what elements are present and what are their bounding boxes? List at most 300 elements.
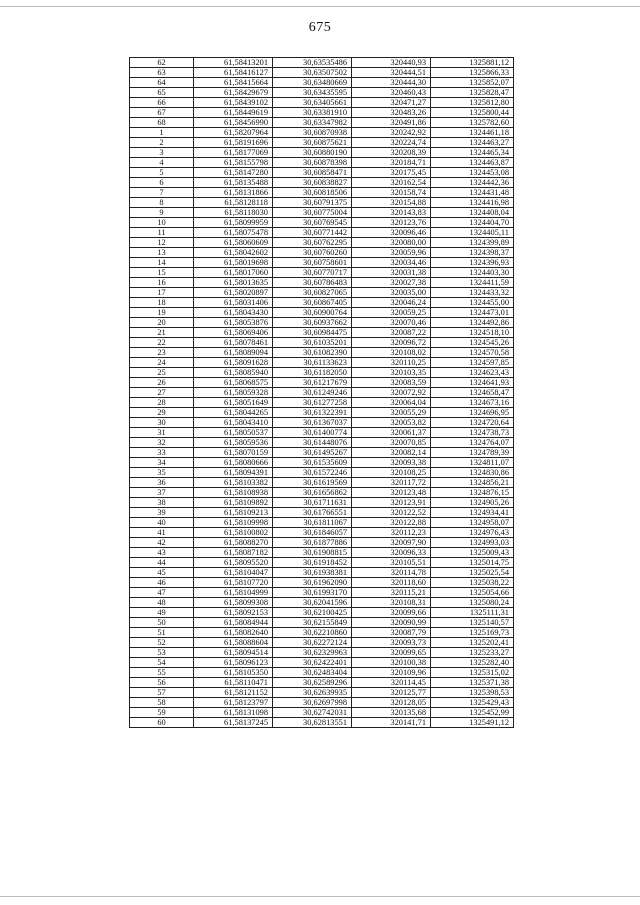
latitude-cell: 61,58100802 [194, 528, 273, 538]
y-coordinate-cell: 1324492,86 [431, 318, 514, 328]
x-coordinate-cell: 320096,72 [352, 338, 431, 348]
latitude-cell: 61,58088270 [194, 538, 273, 548]
point-number-cell: 52 [130, 638, 194, 648]
longitude-cell: 30,60827065 [273, 288, 352, 298]
longitude-cell: 30,61938381 [273, 568, 352, 578]
latitude-cell: 61,58094391 [194, 468, 273, 478]
longitude-cell: 30,62639935 [273, 688, 352, 698]
latitude-cell: 61,58110471 [194, 678, 273, 688]
latitude-cell: 61,58191696 [194, 138, 273, 148]
latitude-cell: 61,58068575 [194, 378, 273, 388]
y-coordinate-cell: 1325233,27 [431, 648, 514, 658]
table-row [130, 248, 514, 258]
latitude-cell: 61,58031406 [194, 298, 273, 308]
x-coordinate-cell: 320108,02 [352, 348, 431, 358]
table-row [130, 268, 514, 278]
latitude-cell: 61,58080666 [194, 458, 273, 468]
y-coordinate-cell: 1325009,43 [431, 548, 514, 558]
point-number-cell: 20 [130, 318, 194, 328]
point-number-cell: 57 [130, 688, 194, 698]
x-coordinate-cell: 320123,48 [352, 488, 431, 498]
table-row [130, 218, 514, 228]
table-row [130, 58, 514, 68]
x-coordinate-cell: 320070,46 [352, 318, 431, 328]
y-coordinate-cell: 1325852,07 [431, 78, 514, 88]
y-coordinate-cell: 1324623,43 [431, 368, 514, 378]
latitude-cell: 61,58069406 [194, 328, 273, 338]
point-number-cell: 68 [130, 118, 194, 128]
table-row [130, 488, 514, 498]
longitude-cell: 30,62697998 [273, 698, 352, 708]
longitude-cell: 30,60900764 [273, 308, 352, 318]
point-number-cell: 38 [130, 498, 194, 508]
x-coordinate-cell: 320242,92 [352, 128, 431, 138]
latitude-cell: 61,58092153 [194, 608, 273, 618]
x-coordinate-cell: 320122,88 [352, 518, 431, 528]
x-coordinate-cell: 320123,76 [352, 218, 431, 228]
longitude-cell: 30,60769545 [273, 218, 352, 228]
longitude-cell: 30,61082390 [273, 348, 352, 358]
y-coordinate-cell: 1324403,30 [431, 268, 514, 278]
y-coordinate-cell: 1325491,12 [431, 718, 514, 728]
x-coordinate-cell: 320112,23 [352, 528, 431, 538]
x-coordinate-cell: 320087,22 [352, 328, 431, 338]
x-coordinate-cell: 320114,78 [352, 568, 431, 578]
x-coordinate-cell: 320046,24 [352, 298, 431, 308]
table-row [130, 318, 514, 328]
latitude-cell: 61,58059536 [194, 438, 273, 448]
longitude-cell: 30,61367037 [273, 418, 352, 428]
x-coordinate-cell: 320034,46 [352, 258, 431, 268]
x-coordinate-cell: 320031,38 [352, 268, 431, 278]
longitude-cell: 30,61133623 [273, 358, 352, 368]
latitude-cell: 61,58091628 [194, 358, 273, 368]
longitude-cell: 30,60758601 [273, 258, 352, 268]
x-coordinate-cell: 320128,05 [352, 698, 431, 708]
x-coordinate-cell: 320035,00 [352, 288, 431, 298]
latitude-cell: 61,58089094 [194, 348, 273, 358]
table-row [130, 188, 514, 198]
x-coordinate-cell: 320117,72 [352, 478, 431, 488]
x-coordinate-cell: 320055,29 [352, 408, 431, 418]
latitude-cell: 61,58044265 [194, 408, 273, 418]
table-row [130, 648, 514, 658]
longitude-cell: 30,61572246 [273, 468, 352, 478]
x-coordinate-cell: 320444,51 [352, 68, 431, 78]
longitude-cell: 30,62041596 [273, 598, 352, 608]
y-coordinate-cell: 1324455,00 [431, 298, 514, 308]
y-coordinate-cell: 1325054,66 [431, 588, 514, 598]
table-row [130, 528, 514, 538]
longitude-cell: 30,62422401 [273, 658, 352, 668]
point-number-cell: 7 [130, 188, 194, 198]
x-coordinate-cell: 320059,96 [352, 248, 431, 258]
x-coordinate-cell: 320115,21 [352, 588, 431, 598]
point-number-cell: 16 [130, 278, 194, 288]
x-coordinate-cell: 320135,68 [352, 708, 431, 718]
table-row [130, 118, 514, 128]
point-number-cell: 65 [130, 88, 194, 98]
y-coordinate-cell: 1324399,89 [431, 238, 514, 248]
longitude-cell: 30,62329963 [273, 648, 352, 658]
point-number-cell: 44 [130, 558, 194, 568]
point-number-cell: 19 [130, 308, 194, 318]
longitude-cell: 30,63381910 [273, 108, 352, 118]
point-number-cell: 62 [130, 58, 194, 68]
y-coordinate-cell: 1325282,40 [431, 658, 514, 668]
latitude-cell: 61,58084944 [194, 618, 273, 628]
longitude-cell: 30,61277258 [273, 398, 352, 408]
longitude-cell: 30,60771442 [273, 228, 352, 238]
y-coordinate-cell: 1324465,34 [431, 148, 514, 158]
table-row [130, 278, 514, 288]
table-row [130, 578, 514, 588]
coordinates-table [129, 57, 514, 728]
point-number-cell: 18 [130, 298, 194, 308]
latitude-cell: 61,58099959 [194, 218, 273, 228]
longitude-cell: 30,61656862 [273, 488, 352, 498]
point-number-cell: 4 [130, 158, 194, 168]
y-coordinate-cell: 1325881,12 [431, 58, 514, 68]
y-coordinate-cell: 1324416,98 [431, 198, 514, 208]
y-coordinate-cell: 1324658,47 [431, 388, 514, 398]
latitude-cell: 61,58053876 [194, 318, 273, 328]
x-coordinate-cell: 320154,88 [352, 198, 431, 208]
y-coordinate-cell: 1324463,27 [431, 138, 514, 148]
longitude-cell: 30,60791375 [273, 198, 352, 208]
table-row [130, 128, 514, 138]
longitude-cell: 30,61711631 [273, 498, 352, 508]
point-number-cell: 54 [130, 658, 194, 668]
latitude-cell: 61,58155798 [194, 158, 273, 168]
x-coordinate-cell: 320096,46 [352, 228, 431, 238]
longitude-cell: 30,61535609 [273, 458, 352, 468]
point-number-cell: 28 [130, 398, 194, 408]
latitude-cell: 61,58131866 [194, 188, 273, 198]
point-number-cell: 8 [130, 198, 194, 208]
y-coordinate-cell: 1324597,85 [431, 358, 514, 368]
latitude-cell: 61,58094514 [194, 648, 273, 658]
x-coordinate-cell: 320093,38 [352, 458, 431, 468]
x-coordinate-cell: 320097,90 [352, 538, 431, 548]
y-coordinate-cell: 1324461,18 [431, 128, 514, 138]
latitude-cell: 61,58137245 [194, 718, 273, 728]
latitude-cell: 61,58075478 [194, 228, 273, 238]
longitude-cell: 30,61400774 [273, 428, 352, 438]
longitude-cell: 30,61322391 [273, 408, 352, 418]
x-coordinate-cell: 320141,71 [352, 718, 431, 728]
table-row [130, 378, 514, 388]
latitude-cell: 61,58088604 [194, 638, 273, 648]
table-row [130, 628, 514, 638]
x-coordinate-cell: 320122,52 [352, 508, 431, 518]
longitude-cell: 30,60838827 [273, 178, 352, 188]
x-coordinate-cell: 320143,83 [352, 208, 431, 218]
latitude-cell: 61,58415664 [194, 78, 273, 88]
longitude-cell: 30,62272124 [273, 638, 352, 648]
y-coordinate-cell: 1324463,87 [431, 158, 514, 168]
table-row [130, 78, 514, 88]
x-coordinate-cell: 320460,43 [352, 88, 431, 98]
y-coordinate-cell: 1324811,07 [431, 458, 514, 468]
table-row [130, 228, 514, 238]
latitude-cell: 61,58104047 [194, 568, 273, 578]
longitude-cell: 30,60880190 [273, 148, 352, 158]
x-coordinate-cell: 320108,25 [352, 468, 431, 478]
y-coordinate-cell: 1324473,01 [431, 308, 514, 318]
y-coordinate-cell: 1324405,11 [431, 228, 514, 238]
table-row [130, 368, 514, 378]
x-coordinate-cell: 320100,38 [352, 658, 431, 668]
y-coordinate-cell: 1324641,93 [431, 378, 514, 388]
longitude-cell: 30,61495267 [273, 448, 352, 458]
table-row [130, 658, 514, 668]
y-coordinate-cell: 1324518,10 [431, 328, 514, 338]
point-number-cell: 26 [130, 378, 194, 388]
x-coordinate-cell: 320483,26 [352, 108, 431, 118]
point-number-cell: 59 [130, 708, 194, 718]
table-row [130, 388, 514, 398]
y-coordinate-cell: 1324673,16 [431, 398, 514, 408]
point-number-cell: 41 [130, 528, 194, 538]
longitude-cell: 30,62742031 [273, 708, 352, 718]
latitude-cell: 61,58050537 [194, 428, 273, 438]
y-coordinate-cell: 1324696,95 [431, 408, 514, 418]
y-coordinate-cell: 1324876,15 [431, 488, 514, 498]
x-coordinate-cell: 320103,35 [352, 368, 431, 378]
latitude-cell: 61,58060609 [194, 238, 273, 248]
point-number-cell: 67 [130, 108, 194, 118]
table-row [130, 568, 514, 578]
point-number-cell: 21 [130, 328, 194, 338]
y-coordinate-cell: 1324830,86 [431, 468, 514, 478]
longitude-cell: 30,61182050 [273, 368, 352, 378]
table-row [130, 408, 514, 418]
latitude-cell: 61,58043430 [194, 308, 273, 318]
x-coordinate-cell: 320224,74 [352, 138, 431, 148]
table-row [130, 138, 514, 148]
table-row [130, 168, 514, 178]
y-coordinate-cell: 1325140,57 [431, 618, 514, 628]
table-row [130, 398, 514, 408]
latitude-cell: 61,58104999 [194, 588, 273, 598]
longitude-cell: 30,63535486 [273, 58, 352, 68]
latitude-cell: 61,58109213 [194, 508, 273, 518]
x-coordinate-cell: 320444,30 [352, 78, 431, 88]
longitude-cell: 30,62155849 [273, 618, 352, 628]
page-bottom-edge [0, 896, 640, 897]
x-coordinate-cell: 320184,71 [352, 158, 431, 168]
table-row [130, 698, 514, 708]
latitude-cell: 61,58103382 [194, 478, 273, 488]
latitude-cell: 61,58109892 [194, 498, 273, 508]
longitude-cell: 30,61448076 [273, 438, 352, 448]
latitude-cell: 61,58070159 [194, 448, 273, 458]
longitude-cell: 30,61846057 [273, 528, 352, 538]
table-row [130, 298, 514, 308]
table-row [130, 438, 514, 448]
table-row [130, 288, 514, 298]
y-coordinate-cell: 1324408,04 [431, 208, 514, 218]
table-row [130, 88, 514, 98]
latitude-cell: 61,58099308 [194, 598, 273, 608]
table-row [130, 638, 514, 648]
table-row [130, 458, 514, 468]
y-coordinate-cell: 1324433,32 [431, 288, 514, 298]
x-coordinate-cell: 320208,39 [352, 148, 431, 158]
x-coordinate-cell: 320108,31 [352, 598, 431, 608]
latitude-cell: 61,58082640 [194, 628, 273, 638]
x-coordinate-cell: 320110,25 [352, 358, 431, 368]
point-number-cell: 23 [130, 348, 194, 358]
table-row [130, 258, 514, 268]
y-coordinate-cell: 1325812,80 [431, 98, 514, 108]
y-coordinate-cell: 1325828,47 [431, 88, 514, 98]
table-row [130, 238, 514, 248]
y-coordinate-cell: 1324396,93 [431, 258, 514, 268]
longitude-cell: 30,60875621 [273, 138, 352, 148]
y-coordinate-cell: 1325371,38 [431, 678, 514, 688]
point-number-cell: 2 [130, 138, 194, 148]
longitude-cell: 30,61249246 [273, 388, 352, 398]
page-number: 675 [308, 20, 332, 35]
point-number-cell: 63 [130, 68, 194, 78]
y-coordinate-cell: 1324993,03 [431, 538, 514, 548]
x-coordinate-cell: 320096,33 [352, 548, 431, 558]
x-coordinate-cell: 320109,96 [352, 668, 431, 678]
y-coordinate-cell: 1324453,08 [431, 168, 514, 178]
x-coordinate-cell: 320087,79 [352, 628, 431, 638]
point-number-cell: 10 [130, 218, 194, 228]
y-coordinate-cell: 1325866,33 [431, 68, 514, 78]
longitude-cell: 30,60775004 [273, 208, 352, 218]
latitude-cell: 61,58135488 [194, 178, 273, 188]
x-coordinate-cell: 320440,93 [352, 58, 431, 68]
latitude-cell: 61,58118030 [194, 208, 273, 218]
y-coordinate-cell: 1325038,22 [431, 578, 514, 588]
table-row [130, 468, 514, 478]
y-coordinate-cell: 1324442,36 [431, 178, 514, 188]
longitude-cell: 30,60760260 [273, 248, 352, 258]
y-coordinate-cell: 1325800,44 [431, 108, 514, 118]
longitude-cell: 30,61918452 [273, 558, 352, 568]
latitude-cell: 61,58413201 [194, 58, 273, 68]
y-coordinate-cell: 1324976,43 [431, 528, 514, 538]
latitude-cell: 61,58177069 [194, 148, 273, 158]
table-row [130, 208, 514, 218]
y-coordinate-cell: 1325452,99 [431, 708, 514, 718]
table-row [130, 348, 514, 358]
x-coordinate-cell: 320093,73 [352, 638, 431, 648]
longitude-cell: 30,61619569 [273, 478, 352, 488]
coordinates-table-body [130, 58, 514, 728]
longitude-cell: 30,60858471 [273, 168, 352, 178]
x-coordinate-cell: 320059,25 [352, 308, 431, 318]
latitude-cell: 61,58207964 [194, 128, 273, 138]
longitude-cell: 30,61035201 [273, 338, 352, 348]
point-number-cell: 36 [130, 478, 194, 488]
x-coordinate-cell: 320125,77 [352, 688, 431, 698]
x-coordinate-cell: 320064,04 [352, 398, 431, 408]
latitude-cell: 61,58439102 [194, 98, 273, 108]
point-number-cell: 45 [130, 568, 194, 578]
point-number-cell: 66 [130, 98, 194, 108]
y-coordinate-cell: 1324958,07 [431, 518, 514, 528]
longitude-cell: 30,61908815 [273, 548, 352, 558]
longitude-cell: 30,63435595 [273, 88, 352, 98]
point-number-cell: 40 [130, 518, 194, 528]
latitude-cell: 61,58128118 [194, 198, 273, 208]
latitude-cell: 61,58059328 [194, 388, 273, 398]
longitude-cell: 30,62589296 [273, 678, 352, 688]
y-coordinate-cell: 1324764,07 [431, 438, 514, 448]
point-number-cell: 42 [130, 538, 194, 548]
table-row [130, 678, 514, 688]
latitude-cell: 61,58051649 [194, 398, 273, 408]
y-coordinate-cell: 1324570,58 [431, 348, 514, 358]
longitude-cell: 30,60867405 [273, 298, 352, 308]
y-coordinate-cell: 1324856,21 [431, 478, 514, 488]
latitude-cell: 61,58043410 [194, 418, 273, 428]
table-row [130, 338, 514, 348]
longitude-cell: 30,60984475 [273, 328, 352, 338]
latitude-cell: 61,58121152 [194, 688, 273, 698]
y-coordinate-cell: 1325315,02 [431, 668, 514, 678]
latitude-cell: 61,58416127 [194, 68, 273, 78]
latitude-cell: 61,58429679 [194, 88, 273, 98]
point-number-cell: 60 [130, 718, 194, 728]
point-number-cell: 27 [130, 388, 194, 398]
x-coordinate-cell: 320070,85 [352, 438, 431, 448]
latitude-cell: 61,58087182 [194, 548, 273, 558]
table-row [130, 668, 514, 678]
latitude-cell: 61,58020897 [194, 288, 273, 298]
point-number-cell: 31 [130, 428, 194, 438]
table-row [130, 178, 514, 188]
longitude-cell: 30,62100425 [273, 608, 352, 618]
longitude-cell: 30,61962090 [273, 578, 352, 588]
table-row [130, 198, 514, 208]
latitude-cell: 61,58449619 [194, 108, 273, 118]
x-coordinate-cell: 320080,00 [352, 238, 431, 248]
x-coordinate-cell: 320083,59 [352, 378, 431, 388]
point-number-cell: 13 [130, 248, 194, 258]
longitude-cell: 30,63405661 [273, 98, 352, 108]
table-row [130, 68, 514, 78]
point-number-cell: 51 [130, 628, 194, 638]
point-number-cell: 64 [130, 78, 194, 88]
y-coordinate-cell: 1324905,26 [431, 498, 514, 508]
point-number-cell: 50 [130, 618, 194, 628]
y-coordinate-cell: 1324545,26 [431, 338, 514, 348]
table-row [130, 538, 514, 548]
latitude-cell: 61,58109998 [194, 518, 273, 528]
table-row [130, 718, 514, 728]
latitude-cell: 61,58085940 [194, 368, 273, 378]
latitude-cell: 61,58017060 [194, 268, 273, 278]
point-number-cell: 11 [130, 228, 194, 238]
x-coordinate-cell: 320090,99 [352, 618, 431, 628]
point-number-cell: 1 [130, 128, 194, 138]
table-row [130, 588, 514, 598]
table-row [130, 608, 514, 618]
point-number-cell: 34 [130, 458, 194, 468]
y-coordinate-cell: 1324398,37 [431, 248, 514, 258]
point-number-cell: 24 [130, 358, 194, 368]
latitude-cell: 61,58095520 [194, 558, 273, 568]
longitude-cell: 30,62210860 [273, 628, 352, 638]
point-number-cell: 25 [130, 368, 194, 378]
